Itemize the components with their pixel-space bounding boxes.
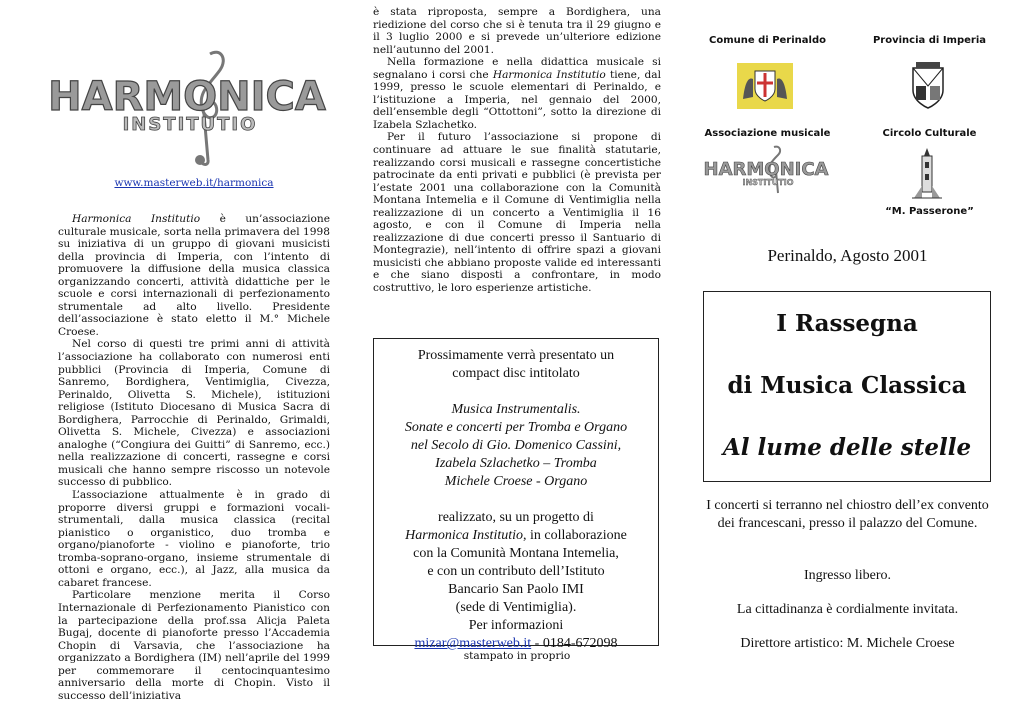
svg-text:HARMONICA: HARMONICA xyxy=(48,74,326,120)
comune-crest-icon xyxy=(737,63,793,113)
title-lume-stelle: Al lume delle stelle xyxy=(722,434,972,461)
harmonica-logo-small xyxy=(703,145,829,201)
cd-performer: Michele Croese - Organo xyxy=(444,474,588,489)
associazione-label: Associazione musicale xyxy=(704,128,831,139)
invite-info: La cittadinanza è cordialmente invitata. xyxy=(736,602,959,617)
cd-line: (sede di Ventimiglia). xyxy=(455,600,577,615)
cd-title: Musica Instrumentalis. xyxy=(451,402,581,417)
venue-info: I concerti si terranno nel chiostro dell’ex convento dei francescani, presso il palazzo del Comune. xyxy=(706,498,989,531)
website-link[interactable]: www.masterweb.it/harmonica xyxy=(114,177,274,189)
association-name: Harmonica Institutio xyxy=(72,213,201,225)
cd-performer: Izabela Szlachetko – Tromba xyxy=(435,456,597,471)
cd-line: Prossimamente verrà presentato un xyxy=(417,348,615,363)
para2-text: Nel corso di questi tre primi anni di attività l’associazione ha collaborato con numerosi enti pubblici (Provincia di Imperia, Comune di Sanremo, Bordighera, Ventimiglia, Civezza, Perinaldo, Olivetta S. Michele), istituzioni religiose (Istituto Diocesano di Musica Sacra di Bordighera, Parrocchie di Perinaldo, Grimaldi, Olivetta S. Michele, Civezza) e associazioni analoghe (“Congiura dei Guitti” di Sanremo, ecc.) nella realizzazione di concerti, rassegne e corsi musicali che hanno sempre riscosso un notevole successo di pubblico. xyxy=(58,338,330,489)
association-description xyxy=(58,213,330,702)
cd-line: Harmonica Institutio, in collaborazione xyxy=(405,528,627,543)
para3-text: L’associazione attualmente è in grado di proporre diversi gruppi e formazioni vocali-strumentali, dalla musica classica (recital pianistico o organistico, duo tromba e organo/pianoforte - violino e pianoforte, trio tromba-soprano-organo, insieme strumentale di ottoni e organo, ecc.), al Jazz, alla musica da cabaret francese. xyxy=(58,489,330,589)
harmonica-logo-large xyxy=(48,48,326,168)
para1-text: è un’associazione culturale musicale, sorta nella primavera del 1998 su iniziativa di un gruppo di giovani musicisti della provincia di Imperia, con l’intento di promuovere la diffusione della musica classica organizzando concerti, attività didattiche per le scuole e corsi internazionali di perfezionamento strumentale ad alto livello. Presidente dell’associazione è stato eletto il M.° Michele Croese. xyxy=(58,213,330,338)
mid-para2: Nella formazione e nella didattica musicale si segnalano i corsi che Harmonica Institutio tiene, dal 1999, presso le scuole elementari di Perinaldo, e l’istituzione a Imperia, nel gennaio del 2000, dell’ensemble degli “Ottottoni”, sotto la direzione di Izabela Szlachetko. xyxy=(373,56,661,131)
cd-line: Per informazioni xyxy=(468,618,564,633)
place-date: Perinaldo, Agosto 2001 xyxy=(767,246,928,265)
director-info: Direttore artistico: M. Michele Croese xyxy=(740,636,955,651)
tower-emblem-icon xyxy=(910,146,944,204)
svg-text:HARMONICA: HARMONICA xyxy=(703,159,829,180)
mid-para1: è stata riproposta, sempre a Bordighera, una riedizione del corso che si è tenuta tra il 29 giugno e il 3 luglio 2000 e si prevede un’ulteriore edizione nell’autunno del 2001. xyxy=(373,6,661,56)
cd-line: realizzato, su un progetto di xyxy=(438,510,594,525)
cd-subtitle: nel Secolo di Gio. Domenico Cassini, xyxy=(410,438,622,453)
cd-subtitle: Sonate e concerti per Tromba e Organo xyxy=(404,420,628,435)
para4-text: Particolare menzione merita il Corso Internazionale di Perfezionamento Pianistico con la partecipazione della prof.ssa Alicja Paleta Bugaj, docente di pianoforte presso l’Accademia Chopin di Varsavia, che l’associazione ha organizzato a Bordighera (IM) nell’aprile del 1999 per commemorare il centocinquantesimo anniversario della morte di Chopin. Visto il successo dell’iniziativa xyxy=(58,589,330,702)
cd-line: Bancario San Paolo IMI xyxy=(448,582,584,597)
email-link[interactable]: mizar@masterweb.it xyxy=(414,636,532,651)
provincia-label: Provincia di Imperia xyxy=(872,35,987,46)
phone-number: - 0184-672098 xyxy=(531,636,618,651)
circolo-label: Circolo Culturale xyxy=(882,128,977,139)
svg-text:INSTITUTIO: INSTITUTIO xyxy=(742,178,794,187)
mid-para3: Per il futuro l’associazione si propone di continuare ad attuare le sue finalità statutarie, realizzando corsi musicali e rassegne concertistiche patrocinate da enti privati e pubblici (è prevista per l’estate 2001 una collaborazione con la Comunità Montana Intemelia e il Comune di Ventimiglia nella realizzazione di un concerto a Ventimiglia il 16 agosto, e con il Comune di Imperia nella realizzazione di due concerti presso il Santuario di Montegrazie), nell’intento di offrire spazi a giovani musicisti che abbiano proposte valide ed interessanti e che siano disposti a confrontare, in modo costruttivo, le loro esperienze artistiche. xyxy=(373,131,661,295)
cd-line: compact disc intitolato xyxy=(452,366,580,381)
provincia-crest-icon xyxy=(910,62,946,114)
comune-label: Comune di Perinaldo xyxy=(709,35,826,46)
entry-info: Ingresso libero. xyxy=(803,568,892,583)
title-musica-classica: di Musica Classica xyxy=(727,372,967,399)
association-history xyxy=(373,6,661,295)
cd-line: con la Comunità Montana Intemelia, xyxy=(413,546,619,561)
print-note: stampato in proprio xyxy=(463,650,571,662)
svg-text:INSTITUTIO: INSTITUTIO xyxy=(122,114,258,135)
title-rassegna: I Rassegna xyxy=(776,310,918,337)
cd-line: e con un contributo dell’Istituto xyxy=(427,564,605,579)
cd-announcement-box xyxy=(373,338,659,651)
title-box xyxy=(703,291,991,482)
passerone-label: “M. Passerone” xyxy=(885,206,974,217)
